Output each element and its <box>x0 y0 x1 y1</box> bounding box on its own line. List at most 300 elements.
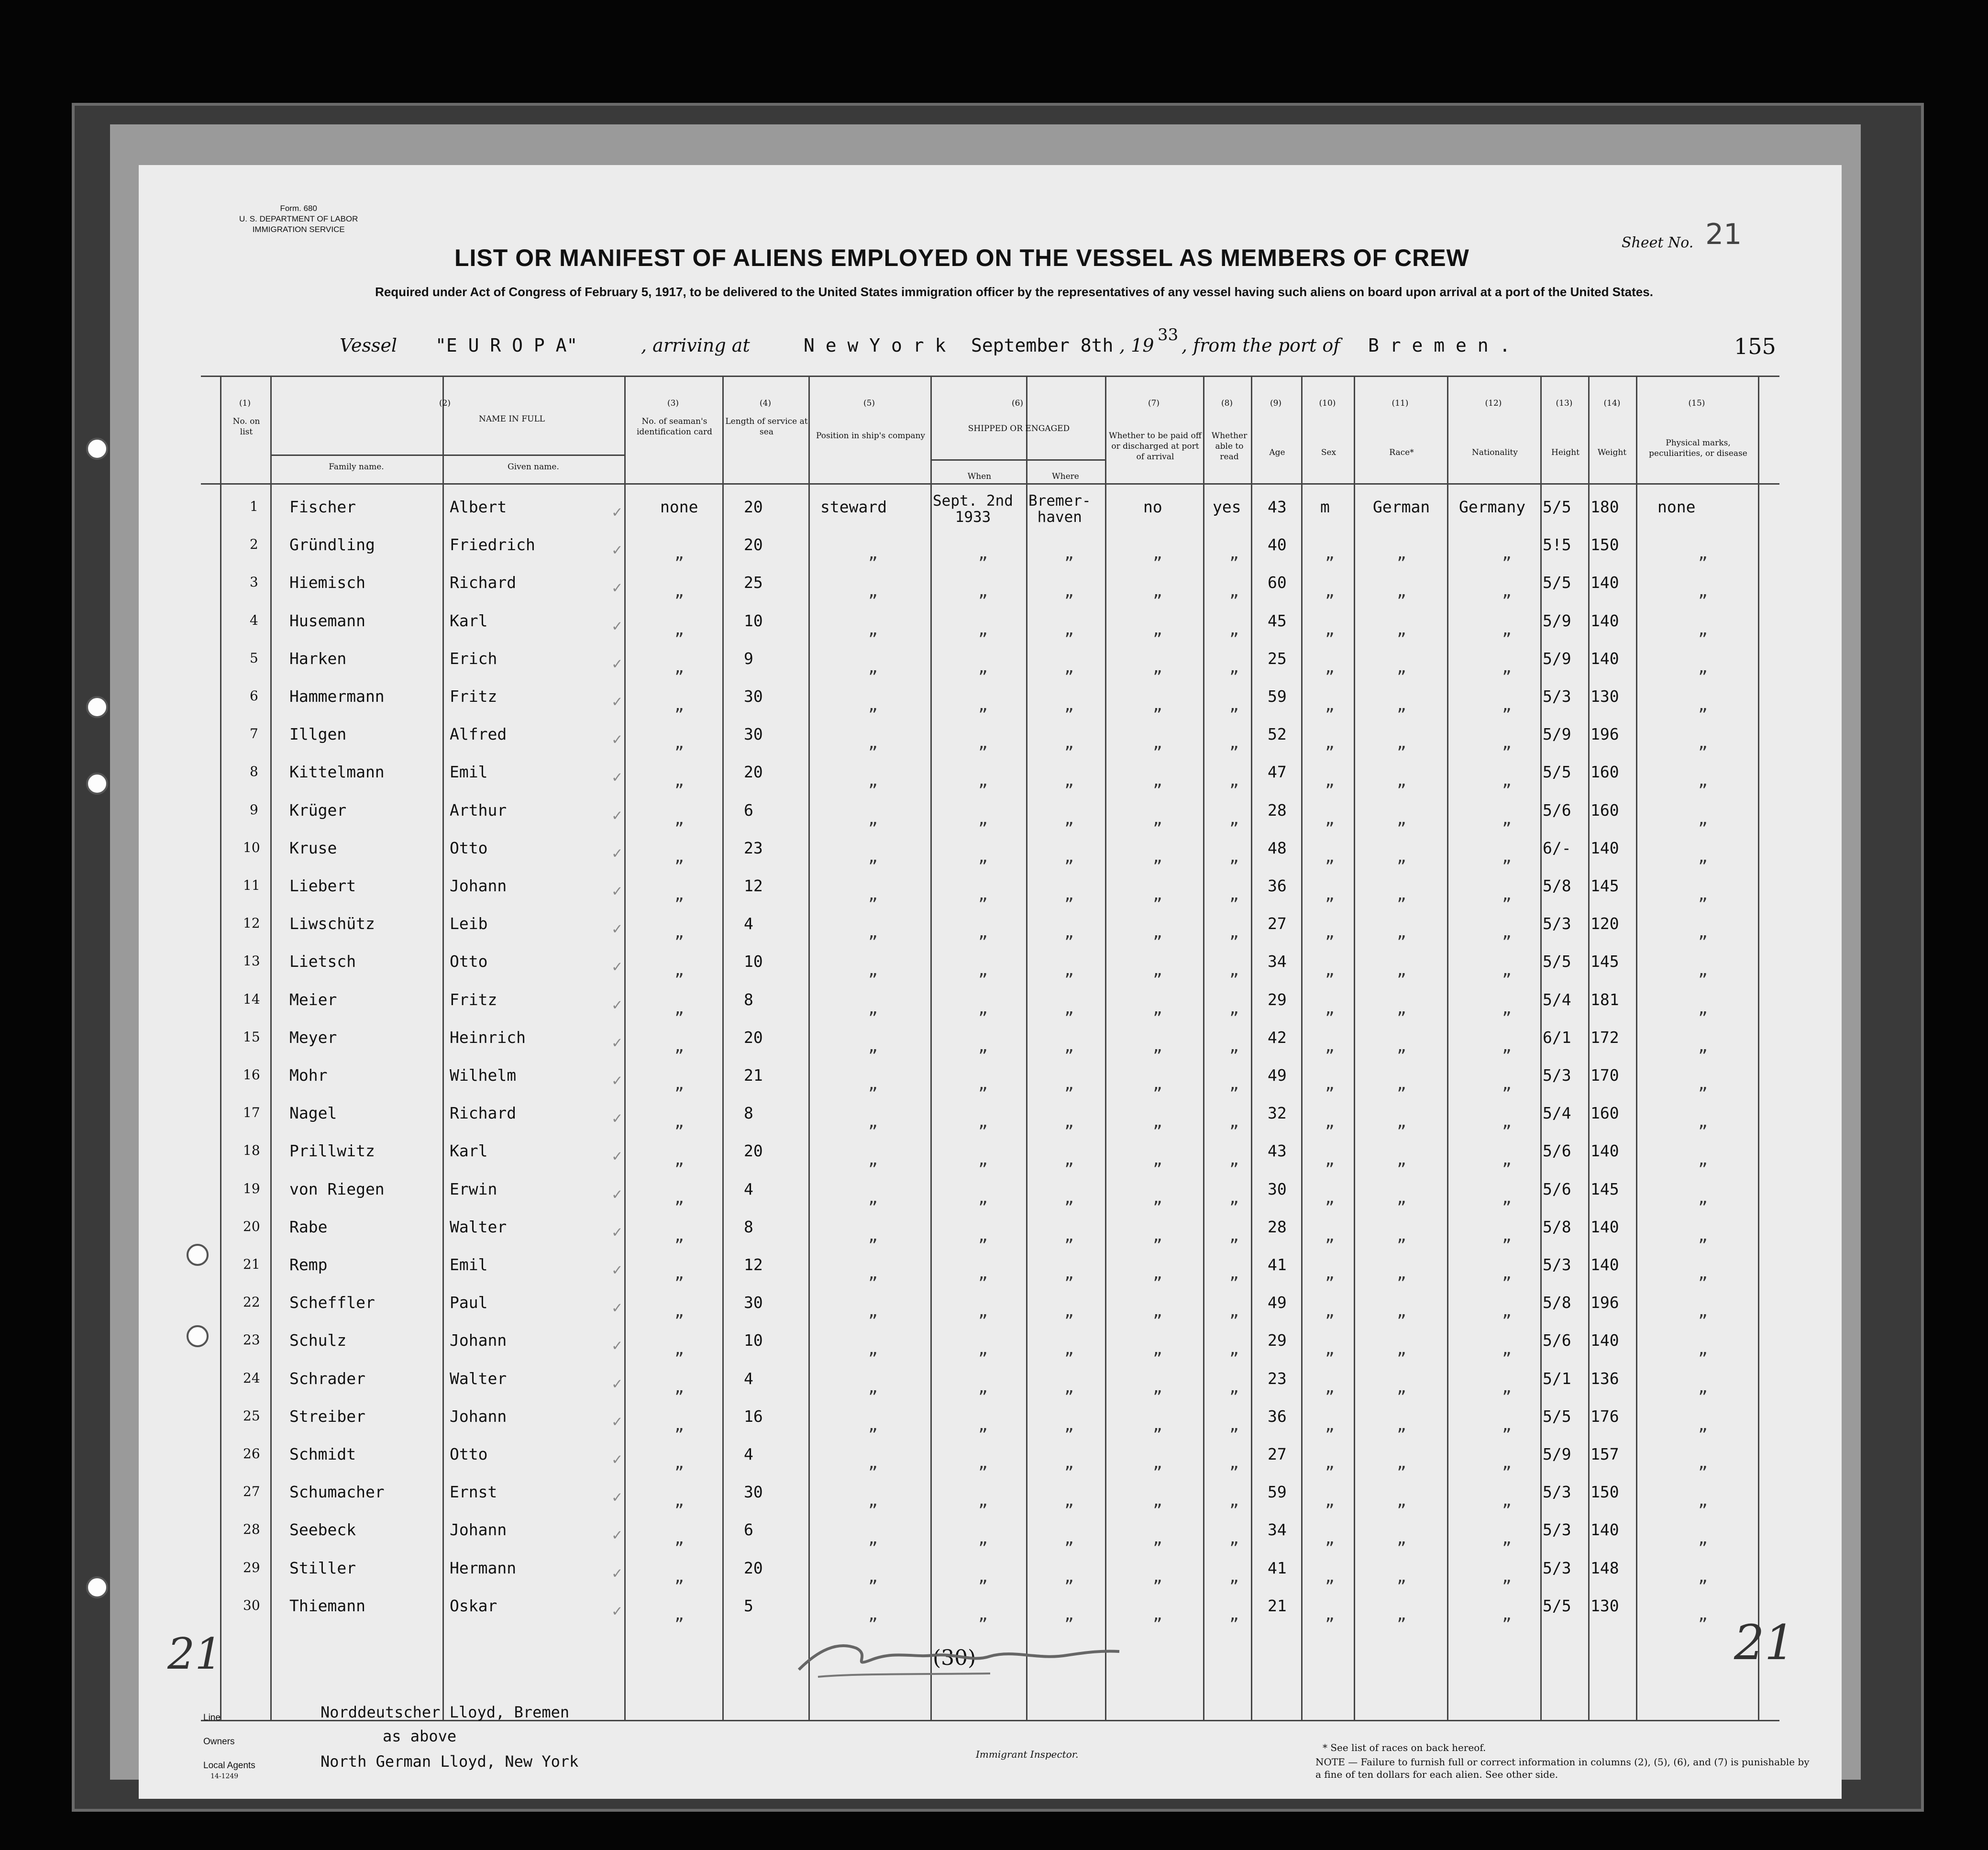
header-age: Age <box>1269 448 1285 457</box>
race-cell: „ <box>1397 620 1406 639</box>
position-cell: „ <box>868 885 878 904</box>
family-name-cell: Schmidt <box>289 1445 356 1463</box>
nationality-cell: „ <box>1502 923 1512 942</box>
subheader-rule <box>930 459 1105 461</box>
where-cell: „ <box>1064 733 1074 753</box>
where-cell: „ <box>1064 696 1074 714</box>
given-name-cell: Johann <box>450 1331 507 1350</box>
able-read-cell: „ <box>1229 1529 1239 1548</box>
table-row <box>139 1407 1842 1444</box>
where-cell: „ <box>1064 1340 1074 1359</box>
arrival-port: N e w Y o r k <box>804 335 946 356</box>
height-cell: 5/6 <box>1543 1179 1571 1198</box>
paid-off-cell: „ <box>1153 1075 1162 1093</box>
column-number: (13) <box>1556 399 1573 408</box>
nationality-cell: „ <box>1502 1529 1512 1548</box>
age-cell: 41 <box>1268 1558 1287 1577</box>
race-cell: „ <box>1397 1377 1406 1396</box>
nationality-cell: „ <box>1502 1150 1512 1169</box>
card-cell: „ <box>674 1112 684 1131</box>
nationality-cell: „ <box>1502 885 1512 904</box>
given-name-cell: Paul <box>450 1293 488 1312</box>
age-cell: 36 <box>1268 876 1287 895</box>
age-cell: 42 <box>1268 1028 1287 1047</box>
nationality-cell: „ <box>1502 1567 1512 1586</box>
weight-cell: 140 <box>1590 573 1619 592</box>
paid-off-cell: „ <box>1153 1529 1162 1548</box>
able-read-cell: „ <box>1229 1415 1239 1434</box>
card-cell: „ <box>674 771 684 790</box>
where-cell: „ <box>1064 961 1074 980</box>
position-cell: „ <box>868 961 878 980</box>
weight-cell: 148 <box>1590 1558 1619 1577</box>
race-cell: „ <box>1397 1415 1406 1434</box>
check-mark-icon: ✓ <box>612 1336 622 1355</box>
service-cell: 20 <box>744 1558 763 1577</box>
card-cell: „ <box>674 1415 684 1434</box>
card-cell: „ <box>674 1529 684 1548</box>
punch-hole <box>86 438 108 460</box>
weight-cell: 150 <box>1590 535 1619 554</box>
sex-cell: „ <box>1325 923 1335 942</box>
row-number: 13 <box>243 953 260 969</box>
family-name-cell: Schulz <box>289 1331 347 1350</box>
height-cell: 5!5 <box>1543 535 1571 554</box>
column-number: (9) <box>1270 399 1282 408</box>
when-cell: „ <box>978 657 988 676</box>
where-cell: „ <box>1064 1529 1074 1548</box>
paid-off-cell: „ <box>1153 582 1162 601</box>
age-cell: 34 <box>1268 1520 1287 1540</box>
able-read-cell: „ <box>1229 582 1239 601</box>
row-number: 14 <box>243 991 260 1007</box>
when-cell: „ <box>978 809 988 828</box>
nationality-cell: „ <box>1502 1340 1512 1359</box>
table-row <box>139 573 1842 610</box>
paid-off-cell: „ <box>1153 1567 1162 1586</box>
race-cell: „ <box>1397 961 1406 980</box>
row-number: 8 <box>250 764 258 780</box>
card-cell: „ <box>674 1453 684 1472</box>
row-number: 25 <box>243 1407 260 1424</box>
inspector-label: Immigrant Inspector. <box>976 1749 1079 1760</box>
weight-cell: 140 <box>1590 649 1619 668</box>
given-name-cell: Walter <box>450 1217 507 1236</box>
age-cell: 41 <box>1268 1255 1287 1274</box>
given-name-cell: Emil <box>450 1255 488 1274</box>
given-name-cell: Arthur <box>450 800 507 820</box>
check-mark-icon: ✓ <box>612 692 622 710</box>
check-mark-icon: ✓ <box>612 805 622 824</box>
height-cell: 5/8 <box>1543 1217 1571 1236</box>
height-cell: 5/5 <box>1543 763 1571 782</box>
where-cell: „ <box>1064 582 1074 601</box>
when-cell: „ <box>978 1075 988 1093</box>
sheet-number: 21 <box>1705 218 1742 251</box>
check-mark-icon: ✓ <box>612 1525 622 1544</box>
check-mark-icon: ✓ <box>612 1601 622 1620</box>
able-read-cell: „ <box>1229 1453 1239 1472</box>
card-cell: „ <box>674 885 684 904</box>
service-cell: 4 <box>744 1179 753 1198</box>
weight-cell: 140 <box>1590 1255 1619 1274</box>
family-name-cell: Husemann <box>289 611 365 630</box>
race-cell: „ <box>1397 733 1406 753</box>
race-cell: „ <box>1397 998 1406 1018</box>
race-cell: „ <box>1397 771 1406 790</box>
weight-cell: 120 <box>1590 914 1619 933</box>
given-name-cell: Richard <box>450 1104 517 1123</box>
weight-cell: 140 <box>1590 838 1619 857</box>
nationality-cell: „ <box>1502 1377 1512 1396</box>
nationality-cell: „ <box>1502 1605 1512 1624</box>
physical-cell: „ <box>1698 696 1708 714</box>
row-number: 2 <box>250 536 258 553</box>
race-cell: „ <box>1397 1264 1406 1283</box>
age-cell: 36 <box>1268 1407 1287 1426</box>
table-row <box>139 801 1842 838</box>
when-cell: „ <box>978 1302 988 1321</box>
able-read-cell: „ <box>1229 1036 1239 1055</box>
card-cell: „ <box>674 696 684 714</box>
paid-off-cell: „ <box>1153 771 1162 790</box>
position-cell: „ <box>868 620 878 639</box>
given-name-cell: Johann <box>450 1407 507 1426</box>
given-name-cell: Karl <box>450 1141 488 1161</box>
nationality-cell: „ <box>1502 961 1512 980</box>
able-read-cell: „ <box>1229 1188 1239 1207</box>
position-cell: „ <box>868 923 878 942</box>
height-cell: 5/3 <box>1543 1066 1571 1085</box>
weight-cell: 140 <box>1590 1520 1619 1540</box>
position-cell: „ <box>868 1453 878 1472</box>
service-cell: 25 <box>744 573 763 592</box>
position-cell: „ <box>868 1264 878 1283</box>
card-cell: „ <box>674 961 684 980</box>
position-cell: „ <box>868 544 878 563</box>
physical-cell: „ <box>1698 1605 1708 1624</box>
paid-off-cell: „ <box>1153 1226 1162 1245</box>
service-cell: 30 <box>744 725 763 744</box>
column-number: (10) <box>1319 399 1336 408</box>
able-read-cell: „ <box>1229 544 1239 563</box>
family-name-cell: Lietsch <box>289 952 356 971</box>
total-count: (30) <box>933 1646 976 1670</box>
service-cell: 5 <box>744 1596 753 1615</box>
row-number: 16 <box>243 1067 260 1083</box>
able-read-cell: „ <box>1229 696 1239 714</box>
check-mark-icon: ✓ <box>612 1032 622 1052</box>
check-mark-icon: ✓ <box>612 957 622 976</box>
position-cell: „ <box>868 1415 878 1434</box>
check-mark-icon: ✓ <box>612 1260 622 1279</box>
check-mark-icon: ✓ <box>612 1487 622 1507</box>
table-row <box>139 1141 1842 1179</box>
weight-cell: 136 <box>1590 1369 1619 1388</box>
arriving-label: , arriving at <box>641 335 750 356</box>
physical-cell: „ <box>1698 1150 1708 1169</box>
punch-hole <box>86 1576 108 1598</box>
height-cell: 5/4 <box>1543 1104 1571 1123</box>
table-row <box>139 1331 1842 1368</box>
position-cell: „ <box>868 1340 878 1359</box>
paid-off-cell: „ <box>1153 657 1162 676</box>
when-cell: „ <box>978 1036 988 1055</box>
check-mark-icon: ✓ <box>612 1146 622 1165</box>
column-number: (7) <box>1148 399 1160 408</box>
row-number: 15 <box>243 1029 260 1045</box>
service-cell: 10 <box>744 952 763 971</box>
age-cell: 28 <box>1268 800 1287 820</box>
service-cell: 8 <box>744 990 753 1009</box>
race-cell: „ <box>1397 1075 1406 1093</box>
able-read-cell: „ <box>1229 733 1239 753</box>
age-cell: 28 <box>1268 1217 1287 1236</box>
service-cell: 20 <box>744 1028 763 1047</box>
able-read-cell: „ <box>1229 885 1239 904</box>
card-cell: „ <box>674 1491 684 1510</box>
physical-cell: „ <box>1698 1112 1708 1131</box>
age-cell: 32 <box>1268 1104 1287 1123</box>
header-length-service: Length of service at sea <box>725 417 808 437</box>
position-cell: „ <box>868 696 878 714</box>
position-cell: „ <box>868 1075 878 1093</box>
sex-cell: „ <box>1325 1264 1335 1283</box>
check-mark-icon: ✓ <box>612 578 622 597</box>
column-number: (1) <box>239 399 251 408</box>
service-cell: 20 <box>744 763 763 782</box>
family-name-cell: Schrader <box>289 1369 365 1388</box>
where-cell: „ <box>1064 1036 1074 1055</box>
sex-cell: „ <box>1325 696 1335 714</box>
when-cell: „ <box>978 1264 988 1283</box>
header-height: Height <box>1551 448 1579 457</box>
weight-cell: 172 <box>1590 1028 1619 1047</box>
physical-cell: „ <box>1698 998 1708 1018</box>
sex-cell: „ <box>1325 1529 1335 1548</box>
header-weight: Weight <box>1597 448 1627 457</box>
given-name-cell: Friedrich <box>450 535 535 554</box>
family-name-cell: Illgen <box>289 725 347 744</box>
physical-cell: „ <box>1698 1340 1708 1359</box>
check-mark-icon: ✓ <box>612 1450 622 1468</box>
where-cell: „ <box>1064 1226 1074 1245</box>
given-name-cell: Heinrich <box>450 1028 526 1047</box>
age-cell: 23 <box>1268 1369 1287 1388</box>
sex-cell: „ <box>1325 1567 1335 1586</box>
paid-off-cell: „ <box>1153 1377 1162 1396</box>
punch-hole <box>86 696 108 718</box>
family-name-cell: Schumacher <box>289 1483 385 1502</box>
race-cell: „ <box>1397 1150 1406 1169</box>
age-cell: 43 <box>1268 1141 1287 1161</box>
given-name-cell: Otto <box>450 1445 488 1463</box>
table-row <box>139 952 1842 989</box>
service-cell: 8 <box>744 1217 753 1236</box>
nationality-cell: „ <box>1502 1075 1512 1093</box>
row-number: 10 <box>243 839 260 855</box>
header-position: Position in ship's company <box>816 431 926 441</box>
sex-cell: „ <box>1325 1415 1335 1434</box>
when-cell: „ <box>978 847 988 866</box>
height-cell: 6/- <box>1543 838 1571 857</box>
able-read-cell: „ <box>1229 620 1239 639</box>
from-port: B r e m e n . <box>1368 335 1511 356</box>
race-cell: „ <box>1397 544 1406 563</box>
header-physical: Physical marks, peculiarities, or disease <box>1649 438 1747 458</box>
card-cell: „ <box>674 1036 684 1055</box>
race-cell: „ <box>1397 1302 1406 1321</box>
table-row <box>139 763 1842 800</box>
when-cell: „ <box>978 1377 988 1396</box>
family-name-cell: Prillwitz <box>289 1141 375 1161</box>
table-row <box>139 1559 1842 1596</box>
able-read-cell: „ <box>1229 1264 1239 1283</box>
height-cell: 5/8 <box>1543 1293 1571 1312</box>
when-cell: „ <box>978 620 988 639</box>
race-cell: „ <box>1397 657 1406 676</box>
able-read-cell: „ <box>1229 1491 1239 1510</box>
given-name-cell: Wilhelm <box>450 1066 517 1085</box>
vessel-name: "E U R O P A" <box>435 335 578 356</box>
given-name-cell: Johann <box>450 1520 507 1540</box>
position-cell: „ <box>868 809 878 828</box>
sex-cell: „ <box>1325 961 1335 980</box>
sex-cell: „ <box>1325 847 1335 866</box>
row-number: 18 <box>243 1142 260 1159</box>
height-cell: 5/9 <box>1543 649 1571 668</box>
height-cell: 5/1 <box>1543 1369 1571 1388</box>
physical-cell: „ <box>1698 1302 1708 1321</box>
race-cell: „ <box>1397 1340 1406 1359</box>
row-number: 7 <box>250 726 258 742</box>
header-seaman-card: No. of seaman's identification card <box>636 417 713 437</box>
race-cell: „ <box>1397 1188 1406 1207</box>
card-cell: „ <box>674 1340 684 1359</box>
nationality-cell: „ <box>1502 582 1512 601</box>
nationality-cell: „ <box>1502 998 1512 1018</box>
when-cell: „ <box>978 1150 988 1169</box>
weight-cell: 145 <box>1590 952 1619 971</box>
when-cell: „ <box>978 771 988 790</box>
physical-cell: „ <box>1698 885 1708 904</box>
given-name-cell: Albert <box>450 498 507 516</box>
physical-cell: „ <box>1698 923 1708 942</box>
column-number: (15) <box>1688 399 1705 408</box>
table-row <box>139 1028 1842 1065</box>
physical-cell: „ <box>1698 1491 1708 1510</box>
physical-cell: „ <box>1698 1264 1708 1283</box>
physical-cell: „ <box>1698 1529 1708 1548</box>
row-number: 11 <box>243 877 260 893</box>
when-cell: „ <box>978 1605 988 1624</box>
given-name-cell: Karl <box>450 611 488 630</box>
when-cell: Sept. 2nd 1933 <box>933 492 1013 526</box>
nationality-cell: „ <box>1502 1302 1512 1321</box>
table-row <box>139 1066 1842 1103</box>
when-cell: „ <box>978 1112 988 1131</box>
where-cell: „ <box>1064 923 1074 942</box>
family-name-cell: Nagel <box>289 1104 337 1123</box>
header-sex: Sex <box>1321 448 1336 457</box>
position-cell: „ <box>868 1605 878 1624</box>
given-name-cell: Otto <box>450 838 488 857</box>
row-number: 5 <box>250 650 258 666</box>
where-cell: „ <box>1064 809 1074 828</box>
family-name-cell: von Riegen <box>289 1179 385 1198</box>
row-number: 23 <box>243 1332 260 1348</box>
family-name-cell: Hammermann <box>289 687 385 706</box>
position-cell: steward <box>820 498 887 516</box>
paid-off-cell: „ <box>1153 1036 1162 1055</box>
weight-cell: 180 <box>1590 498 1619 516</box>
table-row <box>139 492 1842 535</box>
row-number: 6 <box>250 688 258 704</box>
when-cell: „ <box>978 1415 988 1434</box>
sex-cell: „ <box>1325 1150 1335 1169</box>
family-name-cell: Meyer <box>289 1028 337 1047</box>
position-cell: „ <box>868 657 878 676</box>
margin-number-right: 21 <box>1734 1615 1795 1671</box>
header-family-name: Family name. <box>329 462 384 472</box>
position-cell: „ <box>868 1491 878 1510</box>
margin-number-left: 21 <box>167 1629 222 1679</box>
column-number: (5) <box>863 399 875 408</box>
card-cell: „ <box>674 1302 684 1321</box>
column-number: (14) <box>1603 399 1621 408</box>
race-cell: „ <box>1397 1567 1406 1586</box>
height-cell: 5/3 <box>1543 1520 1571 1540</box>
card-cell: „ <box>674 544 684 563</box>
family-name-cell: Gründling <box>289 535 375 554</box>
when-cell: „ <box>978 544 988 563</box>
weight-cell: 130 <box>1590 1596 1619 1615</box>
physical-cell: „ <box>1698 657 1708 676</box>
weight-cell: 140 <box>1590 1217 1619 1236</box>
height-cell: 5/6 <box>1543 800 1571 820</box>
age-cell: 60 <box>1268 573 1287 592</box>
service-cell: 10 <box>744 611 763 630</box>
where-cell: „ <box>1064 1264 1074 1283</box>
where-cell: „ <box>1064 998 1074 1018</box>
physical-cell: „ <box>1698 1226 1708 1245</box>
race-cell: „ <box>1397 885 1406 904</box>
able-read-cell: „ <box>1229 1377 1239 1396</box>
column-number: (8) <box>1221 399 1233 408</box>
when-cell: „ <box>978 1491 988 1510</box>
age-cell: 29 <box>1268 1331 1287 1350</box>
height-cell: 5/4 <box>1543 990 1571 1009</box>
table-row <box>139 1180 1842 1217</box>
column-number: (6) <box>1011 399 1024 408</box>
able-read-cell: „ <box>1229 1605 1239 1624</box>
weight-cell: 140 <box>1590 1331 1619 1350</box>
paid-off-cell: „ <box>1153 1302 1162 1321</box>
check-mark-icon: ✓ <box>612 730 622 749</box>
sex-cell: „ <box>1325 1491 1335 1510</box>
weight-cell: 140 <box>1590 611 1619 630</box>
row-number: 28 <box>243 1521 260 1538</box>
sex-cell: „ <box>1325 998 1335 1018</box>
physical-cell: „ <box>1698 1453 1708 1472</box>
paid-off-cell: „ <box>1153 1605 1162 1624</box>
family-name-cell: Meier <box>289 990 337 1009</box>
when-cell: „ <box>978 1453 988 1472</box>
weight-cell: 140 <box>1590 1141 1619 1161</box>
service-cell: 30 <box>744 687 763 706</box>
card-cell: „ <box>674 809 684 828</box>
race-cell: „ <box>1397 582 1406 601</box>
